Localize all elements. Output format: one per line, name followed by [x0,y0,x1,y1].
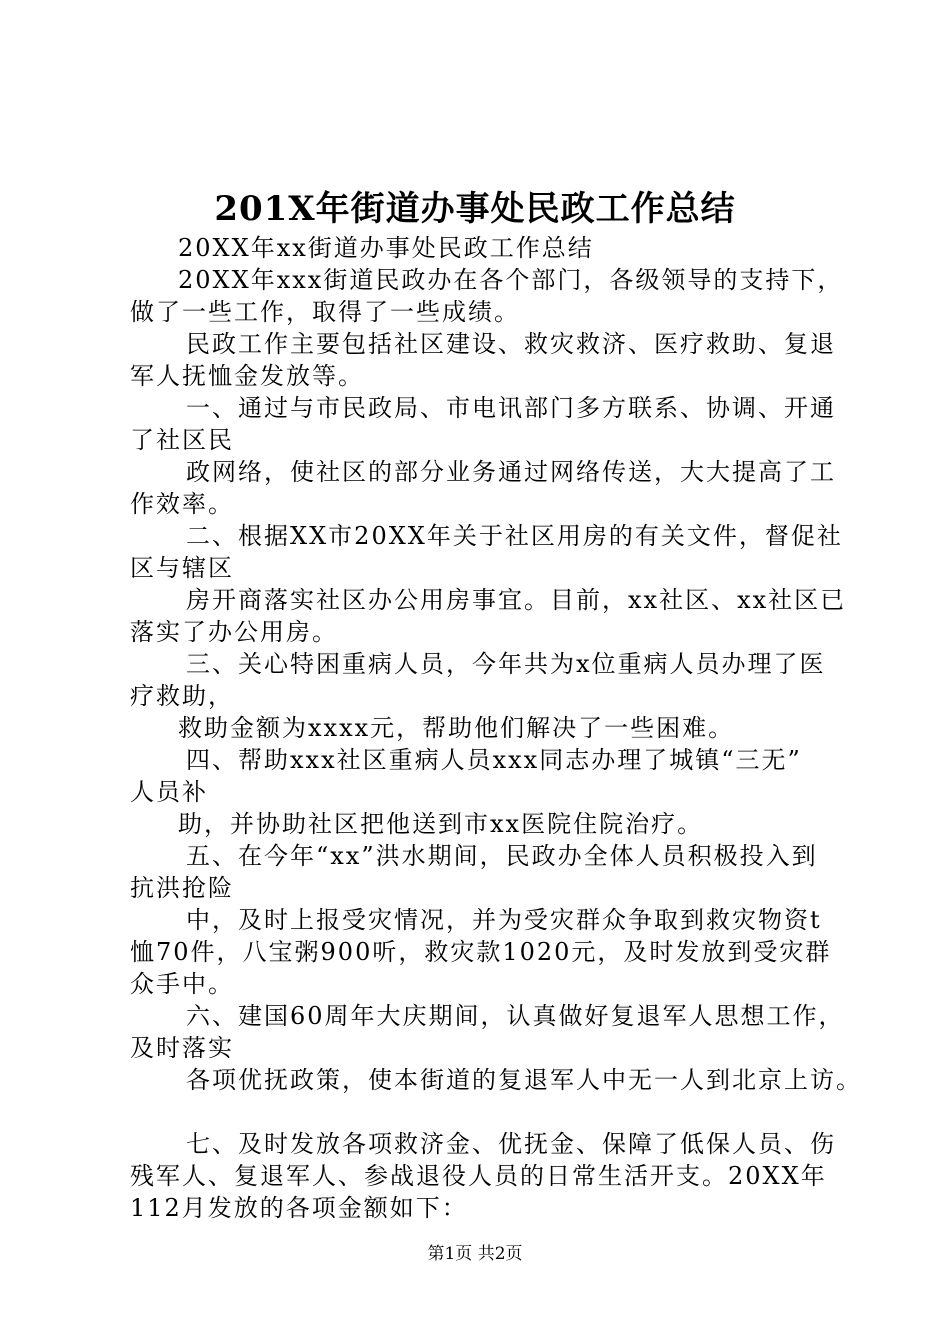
text-line: 中，及时上报受灾情况，并为受灾群众争取到救灾物资t [186,906,822,934]
text-line: 七、及时发放各项救济金、优抚金、保障了低保人员、伤 [186,1130,836,1158]
text-line: 助，并协助社区把他送到市xx医院住院治疗。 [178,810,704,838]
document-body [130,232,862,1224]
text-line: 区与辖区 [130,554,234,582]
text-line: 做了一些工作，取得了一些成绩。 [130,298,520,326]
text-line: 救助金额为xxxx元，帮助他们解决了一些困难。 [178,714,735,742]
text-line: 四、帮助xxx社区重病人员xxx同志办理了城镇“三无” [186,746,802,774]
text-line: 房开商落实社区办公用房事宜。目前，xx社区、xx社区已 [186,586,847,614]
text-line: 一、通过与市民政局、市电讯部门多方联系、协调、开通 [186,394,836,422]
text-line: 政网络，使社区的部分业务通过网络传送，大大提高了工 [186,458,836,486]
text-line: 作效率。 [130,490,234,518]
text-line: 20XX年xxx街道民政办在各个部门，各级领导的支持下， [178,266,844,294]
text-line: 疗救助， [130,682,234,710]
text-line: 20XX年xx街道办事处民政工作总结 [178,234,594,262]
text-line: 残军人、复退军人、参战退役人员的日常生活开支。20XX年 [130,1162,827,1190]
text-line: 军人抚恤金发放等。 [130,362,364,390]
page-number: 第1页 共2页 [427,1244,523,1264]
text-line: 众手中。 [130,970,234,998]
text-line: 恤70件，八宝粥900听，救灾款1020元，及时发放到受灾群 [130,938,832,966]
paragraph-gap [130,1096,835,1128]
text-line: 五、在今年“xx”洪水期间，民政办全体人员积极投入到 [186,842,818,870]
text-line: 六、建国60周年大庆期间，认真做好复退军人思想工作， [186,1002,845,1030]
text-line: 各项优抚政策，使本街道的复退军人中无一人到北京上访。 [186,1066,862,1094]
text-line: 112月发放的各项金额如下： [130,1194,468,1222]
page-title: 201X年街道办事处民政工作总结 [214,189,736,229]
text-line: 二、根据XX市20XX年关于社区用房的有关文件，督促社 [186,522,843,550]
text-line: 三、关心特困重病人员，今年共为x位重病人员办理了医 [186,650,826,678]
text-line: 抗洪抢险 [130,874,234,902]
text-line: 人员补 [130,778,208,806]
text-line: 民政工作主要包括社区建设、救灾救济、医疗救助、复退 [186,330,836,358]
text-line: 落实了办公用房。 [130,618,338,646]
text-line: 了社区民 [130,426,234,454]
text-line: 及时落实 [130,1034,234,1062]
